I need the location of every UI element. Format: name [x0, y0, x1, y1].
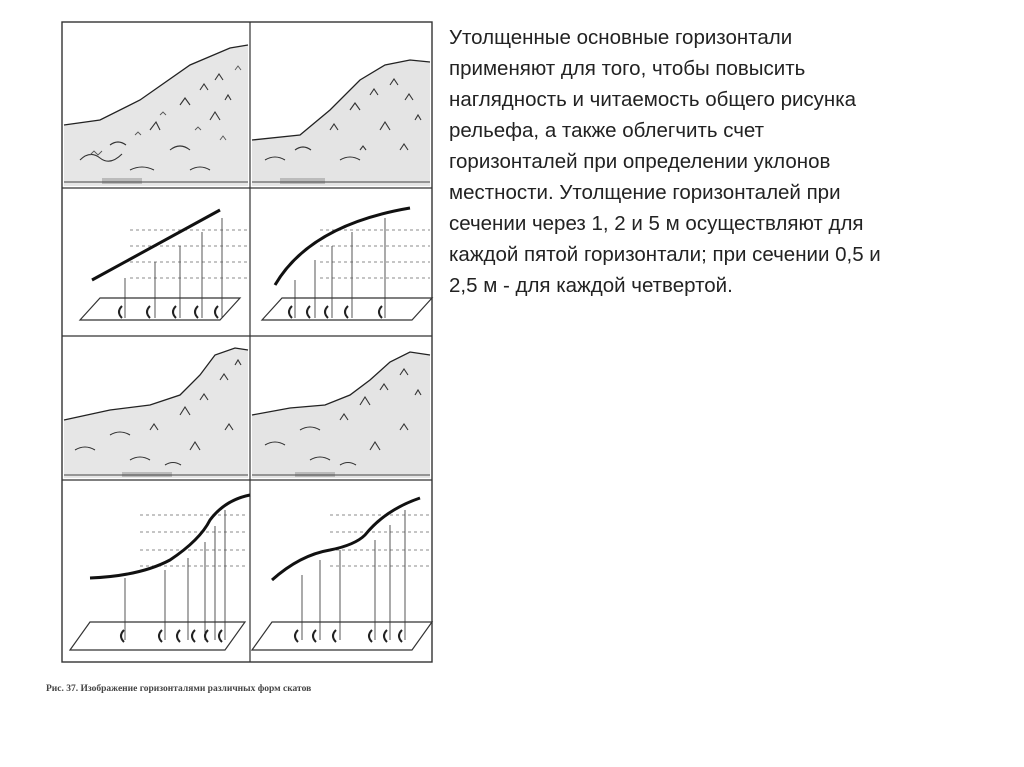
- uniform-slope-profile: [80, 210, 248, 320]
- concave-slope-landscape: [64, 348, 248, 478]
- convex-slope-profile: [262, 208, 432, 320]
- figure-caption: Рис. 37. Изображение горизонталями различных форм скатов: [46, 684, 312, 694]
- wavy-slope-profile: [252, 498, 432, 650]
- uniform-slope-landscape: [64, 45, 248, 186]
- concave-slope-profile: [70, 495, 250, 650]
- slope-forms-figure: [40, 10, 450, 700]
- wavy-slope-landscape: [252, 352, 430, 478]
- slide-body-text: Утолщенные основные горизонтали применяют для того, чтобы повысить наглядность и читаемость общего рисунка рельефа, а также облегчить счет горизонталей при определении уклонов местности. Утолщение горизонталей при сечении через 1, 2 и 5 м осуществляют для каждой пятой горизонтали; при сечении 0,5 и 2,5 м - для каждой четвертой.: [449, 26, 881, 297]
- convex-slope-landscape: [252, 60, 430, 186]
